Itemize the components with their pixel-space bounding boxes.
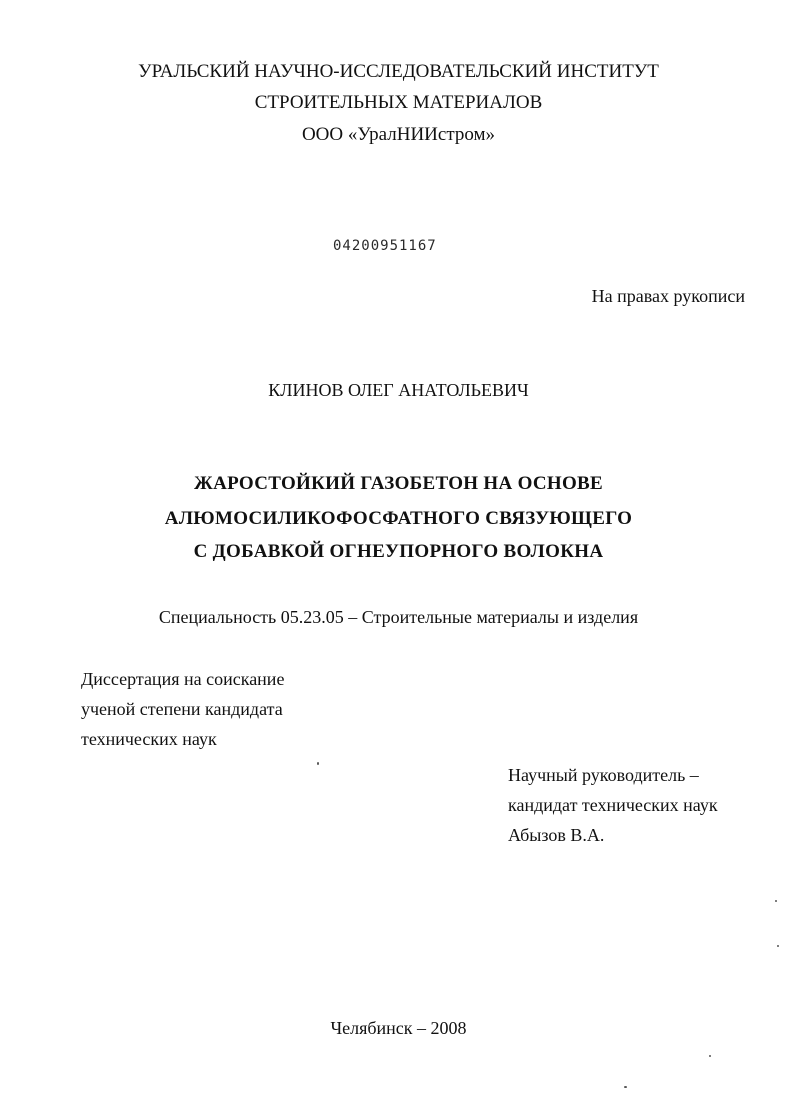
scan-speck — [709, 1055, 711, 1057]
scan-speck — [317, 762, 319, 765]
thesis-title-line-1: ЖАРОСТОЙКИЙ ГАЗОБЕТОН НА ОСНОВЕ — [193, 473, 604, 494]
scan-speck — [777, 945, 779, 947]
degree-line-2: ученой степени кандидата — [81, 699, 283, 719]
thesis-title-line-3: С ДОБАВКОЙ ОГНЕУПОРНОГО ВОЛОКНА — [193, 541, 604, 562]
organization-name: ООО «УралНИИстром» — [301, 124, 496, 145]
author-name: КЛИНОВ ОЛЕГ АНАТОЛЬЕВИЧ — [268, 380, 529, 400]
degree-line-1: Диссертация на соискание — [81, 669, 285, 689]
supervisor-line-3: Абызов В.А. — [508, 825, 605, 845]
supervisor-line-1: Научный руководитель – — [508, 765, 699, 785]
institute-name-line-2: СТРОИТЕЛЬНЫХ МАТЕРИАЛОВ — [254, 92, 543, 113]
city-and-year: Челябинск – 2008 — [330, 1018, 467, 1038]
institute-name-line-1: УРАЛЬСКИЙ НАУЧНО-ИССЛЕДОВАТЕЛЬСКИЙ ИНСТИТУТ — [138, 61, 659, 82]
supervisor-block — [508, 760, 718, 850]
scan-speck — [775, 900, 777, 902]
supervisor-line-2: кандидат технических наук — [508, 795, 718, 815]
specialty-line: Специальность 05.23.05 – Строительные материалы и изделия — [158, 607, 639, 627]
dissertation-degree-block — [81, 664, 284, 754]
degree-line-3: технических наук — [81, 729, 217, 749]
thesis-title-line-2: АЛЮМОСИЛИКОФОСФАТНОГО СВЯЗУЮЩЕГО — [164, 508, 633, 529]
registration-stamp-number: 04200951167 — [333, 238, 437, 254]
manuscript-rights-note: На правах рукописи — [591, 286, 745, 306]
scan-speck — [624, 1086, 627, 1088]
